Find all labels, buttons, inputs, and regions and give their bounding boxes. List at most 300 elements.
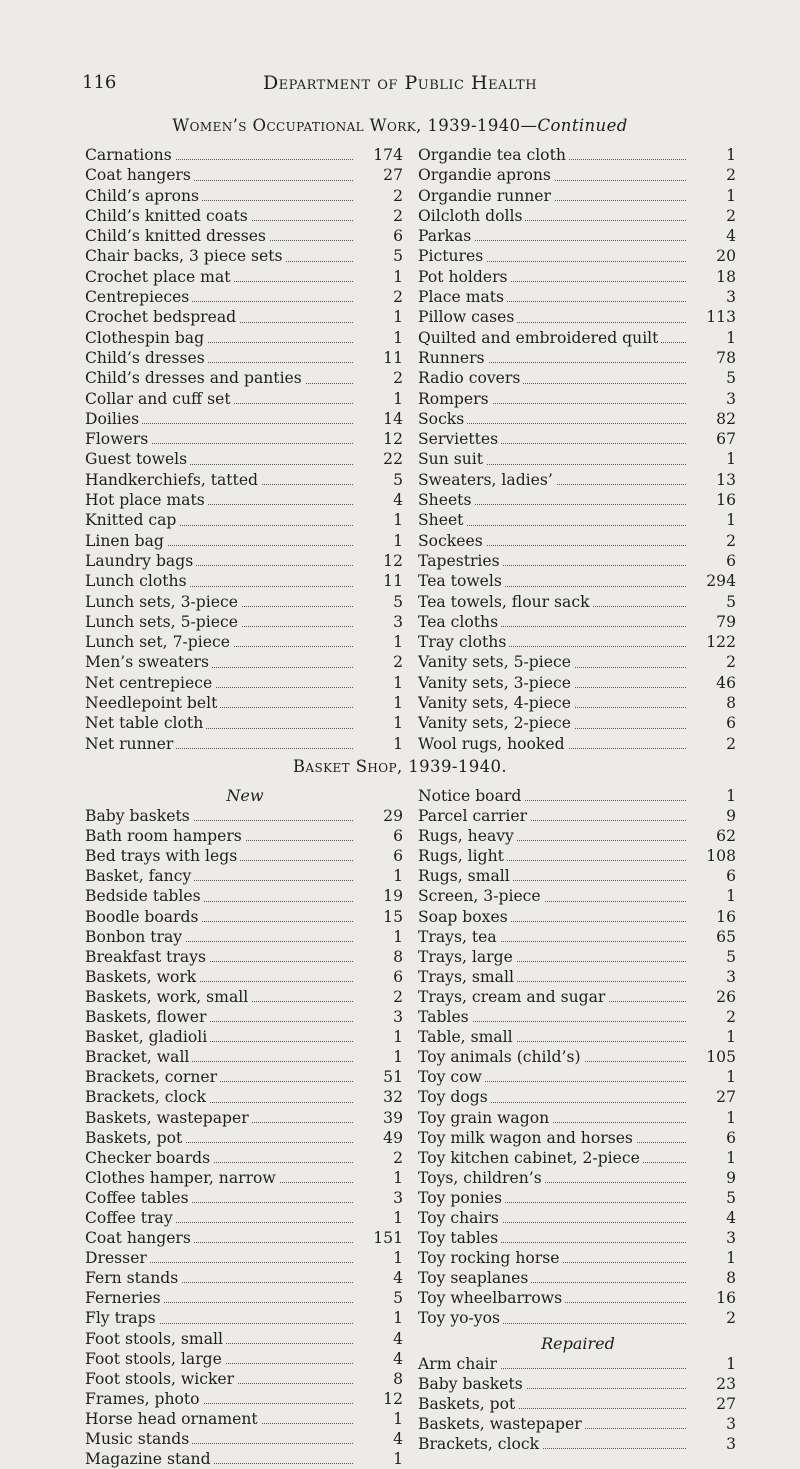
item-name: Table, small: [418, 1027, 516, 1047]
item-name: Tea towels, flour sack: [418, 592, 593, 612]
list-item: [418, 328, 738, 348]
item-count: 1: [393, 1450, 403, 1469]
item-name: Collar and cuff set: [85, 389, 234, 409]
item-name: Organdie runner: [418, 186, 554, 206]
list-item: [85, 510, 405, 530]
item-name: Foot stools, large: [85, 1349, 225, 1369]
item-name: Baskets, pot: [418, 1394, 518, 1414]
list-item: [418, 846, 738, 866]
item-count: 12: [383, 551, 403, 570]
list-item: [418, 348, 738, 368]
item-name: Socks: [418, 409, 467, 429]
item-count: 1: [393, 1309, 403, 1328]
item-name: Men’s sweaters: [85, 652, 212, 672]
page-header: [0, 72, 800, 102]
item-name: Net centrepiece: [85, 673, 215, 693]
list-item: [418, 145, 738, 165]
item-name: Foot stools, small: [85, 1329, 226, 1349]
item-name: Clothespin bag: [85, 328, 207, 348]
item-name: Child’s dresses and panties: [85, 368, 305, 388]
item-count: 16: [716, 491, 736, 510]
list-item: [418, 652, 738, 672]
list-item: [418, 1268, 738, 1288]
item-count: 8: [726, 694, 736, 713]
list-item: [85, 1208, 405, 1228]
item-name: Child’s dresses: [85, 348, 208, 368]
list-item: [85, 1449, 405, 1469]
list-item: [85, 490, 405, 510]
item-count: 1: [393, 308, 403, 327]
item-count: 1: [726, 1028, 736, 1047]
item-name: Fern stands: [85, 1268, 181, 1288]
item-count: 67: [716, 430, 736, 449]
list-item: [85, 368, 405, 388]
list-item: [418, 632, 738, 652]
list-item: [418, 267, 738, 287]
item-name: Vanity sets, 5-piece: [418, 652, 574, 672]
item-count: 294: [706, 572, 736, 591]
item-count: 1: [726, 1354, 736, 1373]
item-name: Toy dogs: [418, 1087, 491, 1107]
list-item: [85, 987, 405, 1007]
item-count: 8: [393, 1369, 403, 1388]
item-name: Music stands: [85, 1429, 192, 1449]
item-count: 2: [393, 369, 403, 388]
list-item: [85, 927, 405, 947]
item-name: Basket, fancy: [85, 866, 194, 886]
item-name: Bath room hampers: [85, 826, 245, 846]
list-item: [418, 1108, 738, 1128]
item-count: 2: [726, 653, 736, 672]
list-item: [85, 287, 405, 307]
list-item: [418, 1168, 738, 1188]
item-name: Toy cow: [418, 1067, 485, 1087]
item-name: Lunch cloths: [85, 571, 190, 591]
list-item: [418, 1188, 738, 1208]
list-item: [418, 967, 738, 987]
list-item: [85, 612, 405, 632]
item-name: Carnations: [85, 145, 175, 165]
item-name: Sheet: [418, 510, 466, 530]
list-item: [85, 1007, 405, 1027]
item-count: 27: [716, 1394, 736, 1413]
item-name: Foot stools, wicker: [85, 1369, 237, 1389]
item-name: Trays, large: [418, 947, 516, 967]
item-name: Lunch set, 7-piece: [85, 632, 233, 652]
basket-shop-left-column: [85, 786, 405, 1469]
item-count: 1: [393, 1168, 403, 1187]
list-item: [418, 806, 738, 826]
item-name: Trays, cream and sugar: [418, 987, 608, 1007]
item-count: 16: [716, 1289, 736, 1308]
item-count: 5: [393, 247, 403, 266]
item-count: 3: [726, 1414, 736, 1433]
item-name: Parkas: [418, 226, 474, 246]
item-count: 82: [716, 409, 736, 428]
list-item: [418, 907, 738, 927]
item-count: 3: [726, 288, 736, 307]
item-count: 4: [393, 1430, 403, 1448]
list-item: [85, 1409, 405, 1429]
item-count: 4: [393, 491, 403, 510]
item-count: 12: [383, 430, 403, 449]
repaired-subheading: Repaired: [541, 1333, 615, 1353]
item-name: Toy animals (child’s): [418, 1047, 584, 1067]
item-count: 1: [726, 511, 736, 530]
item-name: Linen bag: [85, 531, 167, 551]
list-item: [418, 693, 738, 713]
item-count: 19: [383, 887, 403, 906]
item-count: 2: [726, 734, 736, 753]
item-name: Toy wheelbarrows: [418, 1288, 565, 1308]
item-count: 174: [373, 146, 403, 164]
list-item: [85, 806, 405, 826]
item-count: 14: [383, 409, 403, 428]
item-count: 4: [726, 1208, 736, 1227]
list-item: [418, 470, 738, 490]
item-name: Crochet bedspread: [85, 307, 239, 327]
item-name: Toys, children’s: [418, 1168, 545, 1188]
item-count: 113: [706, 308, 736, 327]
list-item: [85, 1188, 405, 1208]
item-name: Sun suit: [418, 449, 486, 469]
item-name: Frames, photo: [85, 1389, 203, 1409]
item-name: Guest towels: [85, 449, 190, 469]
list-item: [85, 673, 405, 693]
item-count: 18: [716, 267, 736, 286]
item-name: Brackets, corner: [85, 1067, 220, 1087]
list-item: [85, 652, 405, 672]
item-count: 5: [726, 947, 736, 966]
list-item: [418, 1248, 738, 1268]
list-item: [418, 1007, 738, 1027]
item-count: 8: [393, 947, 403, 966]
item-count: 23: [716, 1374, 736, 1393]
item-name: Trays, small: [418, 967, 517, 987]
list-item: [85, 907, 405, 927]
list-item: [418, 886, 738, 906]
item-name: Boodle boards: [85, 907, 202, 927]
item-name: Child’s knitted dresses: [85, 226, 269, 246]
list-item: [85, 1148, 405, 1168]
item-name: Coat hangers: [85, 1228, 194, 1248]
new-subheading: New: [226, 786, 264, 805]
list-item: [85, 632, 405, 652]
list-item: [85, 246, 405, 266]
list-item: [85, 267, 405, 287]
section-title-continued: Continued: [537, 116, 628, 135]
item-name: Arm chair: [418, 1354, 500, 1374]
item-count: 29: [383, 807, 403, 826]
item-name: Coat hangers: [85, 165, 194, 185]
item-count: 2: [393, 288, 403, 307]
item-name: Fly traps: [85, 1308, 159, 1328]
list-item: [418, 246, 738, 266]
item-name: Coffee tray: [85, 1208, 176, 1228]
list-item: [418, 1414, 738, 1434]
item-name: Parcel carrier: [418, 806, 530, 826]
list-item: [418, 1027, 738, 1047]
item-count: 49: [383, 1128, 403, 1147]
list-item: [85, 1369, 405, 1389]
item-name: Breakfast trays: [85, 947, 209, 967]
list-item: [418, 551, 738, 571]
list-item: [85, 1108, 405, 1128]
item-name: Bed trays with legs: [85, 846, 240, 866]
list-item: [418, 1374, 738, 1394]
item-name: Laundry bags: [85, 551, 196, 571]
item-count: 1: [726, 1108, 736, 1127]
repaired-items-list: [418, 1354, 738, 1454]
item-name: Tapestries: [418, 551, 503, 571]
item-count: 1: [393, 267, 403, 286]
item-name: Baskets, work: [85, 967, 199, 987]
item-count: 3: [726, 1435, 736, 1453]
list-item: [85, 389, 405, 409]
item-name: Toy milk wagon and horses: [418, 1128, 636, 1148]
item-name: Basket, gladioli: [85, 1027, 210, 1047]
item-count: 62: [716, 827, 736, 846]
item-count: 3: [393, 1188, 403, 1207]
item-count: 13: [716, 470, 736, 489]
item-count: 5: [393, 470, 403, 489]
list-item: [418, 389, 738, 409]
item-name: Net runner: [85, 734, 176, 754]
section-title-womens-work: [0, 116, 800, 135]
item-count: 1: [726, 1148, 736, 1167]
item-name: Sweaters, ladies’: [418, 470, 556, 490]
item-count: 3: [393, 612, 403, 631]
item-name: Rugs, light: [418, 846, 507, 866]
item-count: 1: [726, 1068, 736, 1087]
list-item: [85, 206, 405, 226]
list-item: [85, 826, 405, 846]
item-count: 1: [393, 1208, 403, 1227]
list-item: [418, 1047, 738, 1067]
item-name: Oilcloth dolls: [418, 206, 525, 226]
list-item: [85, 693, 405, 713]
list-item: [418, 1434, 738, 1454]
item-name: Toy chairs: [418, 1208, 502, 1228]
item-count: 1: [726, 887, 736, 906]
item-count: 6: [393, 847, 403, 866]
item-name: Dresser: [85, 1248, 150, 1268]
section-title-main: Women’s Occupational Work, 1939-1940—: [172, 116, 538, 135]
item-count: 12: [383, 1389, 403, 1408]
list-item: [418, 1128, 738, 1148]
item-count: 3: [726, 1229, 736, 1248]
list-item: [418, 571, 738, 591]
list-item: [85, 592, 405, 612]
item-count: 22: [383, 450, 403, 469]
item-count: 1: [393, 1048, 403, 1067]
item-name: Organdie aprons: [418, 165, 554, 185]
item-name: Bedside tables: [85, 886, 204, 906]
item-count: 6: [726, 551, 736, 570]
item-name: Organdie tea cloth: [418, 145, 569, 165]
item-name: Bonbon tray: [85, 927, 185, 947]
item-count: 1: [393, 1409, 403, 1428]
list-item: [418, 165, 738, 185]
item-name: Horse head ornament: [85, 1409, 261, 1429]
item-name: Baskets, wastepaper: [418, 1414, 585, 1434]
womens-work-right-column: [418, 145, 738, 754]
item-name: Vanity sets, 4-piece: [418, 693, 574, 713]
item-name: Pillow cases: [418, 307, 517, 327]
list-item: [85, 186, 405, 206]
item-count: 1: [393, 734, 403, 753]
item-count: 2: [393, 186, 403, 205]
item-count: 6: [393, 967, 403, 986]
item-count: 9: [726, 1168, 736, 1187]
item-count: 122: [706, 633, 736, 652]
item-name: Child’s aprons: [85, 186, 202, 206]
item-count: 1: [393, 1249, 403, 1268]
item-name: Sheets: [418, 490, 474, 510]
item-name: Rugs, small: [418, 866, 513, 886]
item-count: 6: [393, 827, 403, 846]
list-item: [85, 1168, 405, 1188]
item-count: 2: [393, 206, 403, 225]
list-item: [418, 206, 738, 226]
item-name: Baskets, wastepaper: [85, 1108, 252, 1128]
item-name: Flowers: [85, 429, 151, 449]
list-item: [418, 287, 738, 307]
item-count: 5: [726, 369, 736, 388]
basket-shop-right-column: [418, 786, 738, 1454]
item-name: Baskets, flower: [85, 1007, 209, 1027]
item-count: 39: [383, 1108, 403, 1127]
list-item: [85, 449, 405, 469]
item-name: Clothes hamper, narrow: [85, 1168, 279, 1188]
item-count: 27: [383, 166, 403, 185]
list-item: [418, 786, 738, 806]
item-name: Toy seaplanes: [418, 1268, 531, 1288]
item-name: Brackets, clock: [85, 1087, 209, 1107]
item-count: 27: [716, 1088, 736, 1107]
list-item: [85, 165, 405, 185]
item-count: 108: [706, 847, 736, 866]
item-name: Vanity sets, 2-piece: [418, 713, 574, 733]
list-item: [85, 846, 405, 866]
list-item: [85, 1308, 405, 1328]
list-item: [418, 490, 738, 510]
item-count: 65: [716, 927, 736, 946]
item-count: 2: [726, 1008, 736, 1027]
item-count: 151: [373, 1229, 403, 1248]
item-count: 1: [393, 1028, 403, 1047]
list-item: [418, 826, 738, 846]
item-name: Lunch sets, 5-piece: [85, 612, 241, 632]
item-name: Rugs, heavy: [418, 826, 517, 846]
item-count: 1: [726, 450, 736, 469]
item-count: 51: [383, 1068, 403, 1087]
item-count: 4: [726, 227, 736, 246]
list-item: [85, 226, 405, 246]
item-count: 2: [726, 531, 736, 550]
page-number: 116: [82, 72, 117, 93]
item-count: 6: [726, 867, 736, 886]
list-item: [418, 510, 738, 530]
item-name: Tea cloths: [418, 612, 501, 632]
item-count: 32: [383, 1088, 403, 1107]
list-item: [418, 592, 738, 612]
item-count: 16: [716, 907, 736, 926]
item-name: Baby baskets: [418, 1374, 526, 1394]
list-item: [418, 1208, 738, 1228]
new-items-list-continued: [418, 786, 738, 1329]
item-count: 1: [393, 328, 403, 347]
item-count: 5: [393, 1289, 403, 1308]
item-name: Handkerchiefs, tatted: [85, 470, 261, 490]
item-name: Toy ponies: [418, 1188, 505, 1208]
item-name: Tray cloths: [418, 632, 509, 652]
list-item: [85, 734, 405, 754]
item-count: 1: [393, 714, 403, 733]
list-item: [85, 1128, 405, 1148]
list-item: [85, 1248, 405, 1268]
item-name: Pot holders: [418, 267, 511, 287]
list-item: [418, 1228, 738, 1248]
list-item: [418, 186, 738, 206]
list-item: [85, 1228, 405, 1248]
item-name: Soap boxes: [418, 907, 511, 927]
item-count: 78: [716, 348, 736, 367]
list-item: [85, 145, 405, 165]
list-item: [418, 866, 738, 886]
item-name: Knitted cap: [85, 510, 179, 530]
item-count: 1: [393, 389, 403, 408]
new-items-list: [85, 806, 405, 1469]
list-item: [85, 967, 405, 987]
list-item: [418, 449, 738, 469]
item-name: Notice board: [418, 786, 524, 806]
item-count: 1: [393, 633, 403, 652]
item-count: 26: [716, 987, 736, 1006]
item-count: 1: [726, 328, 736, 347]
list-item: [418, 1308, 738, 1328]
list-item: [418, 531, 738, 551]
item-name: Centrepieces: [85, 287, 192, 307]
item-count: 1: [726, 787, 736, 805]
item-name: Checker boards: [85, 1148, 213, 1168]
item-count: 5: [726, 1188, 736, 1207]
item-name: Vanity sets, 3-piece: [418, 673, 574, 693]
item-name: Tables: [418, 1007, 472, 1027]
list-item: [85, 1087, 405, 1107]
item-count: 6: [726, 714, 736, 733]
list-item: [418, 1288, 738, 1308]
list-item: [85, 470, 405, 490]
item-name: Needlepoint belt: [85, 693, 220, 713]
item-count: 6: [393, 227, 403, 246]
list-item: [418, 226, 738, 246]
item-count: 2: [393, 653, 403, 672]
list-item: [418, 734, 738, 754]
item-count: 1: [726, 146, 736, 164]
item-count: 20: [716, 247, 736, 266]
item-name: Screen, 3-piece: [418, 886, 544, 906]
list-item: [85, 348, 405, 368]
item-count: 1: [393, 927, 403, 946]
list-item: [418, 1148, 738, 1168]
item-name: Magazine stand: [85, 1449, 214, 1469]
item-count: 3: [726, 967, 736, 986]
item-name: Baskets, work, small: [85, 987, 251, 1007]
item-name: Crochet place mat: [85, 267, 234, 287]
list-item: [418, 612, 738, 632]
list-item: [418, 1067, 738, 1087]
